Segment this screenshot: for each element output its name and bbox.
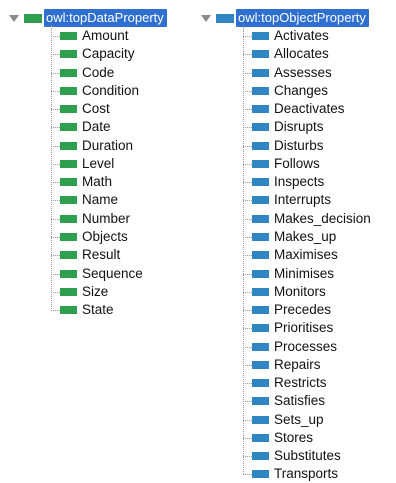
object-property-icon (252, 123, 269, 131)
tree-item[interactable] (60, 64, 114, 82)
tree-item[interactable] (252, 356, 321, 374)
tree-branch-line (243, 420, 252, 421)
tree-item[interactable] (60, 246, 120, 264)
tree-item-label: Date (82, 119, 111, 135)
tree-item[interactable] (252, 45, 329, 63)
tree-item[interactable] (252, 374, 327, 392)
tree-item[interactable] (252, 82, 328, 100)
tree-item[interactable] (252, 338, 337, 356)
tree-item-label: Deactivates (274, 101, 345, 117)
tree-branch-line (51, 310, 60, 311)
tree-item-label: Makes_decision (274, 210, 371, 226)
tree-item[interactable] (252, 64, 332, 82)
tree-item-label: Name (82, 192, 119, 208)
tree-item-label: Interrupts (274, 192, 332, 208)
tree-branch-line (51, 200, 60, 201)
tree-branch-line (243, 54, 252, 55)
tree-item[interactable] (60, 283, 108, 301)
object-property-icon (252, 105, 269, 113)
tree-item[interactable] (252, 319, 333, 337)
tree-branch-line (51, 219, 60, 220)
object-property-icon (252, 160, 269, 168)
data-property-icon (60, 123, 77, 131)
tree-item-label: Repairs (274, 356, 321, 372)
object-property-icon (252, 87, 269, 95)
tree-branch-line (51, 146, 60, 147)
tree-branch-line (243, 401, 252, 402)
tree-branch-line (243, 36, 252, 37)
tree-item-label: Allocates (274, 46, 329, 62)
tree-branch-line (51, 182, 60, 183)
collapse-triangle-icon[interactable] (200, 12, 212, 24)
tree-branch-line (51, 109, 60, 110)
tree-item[interactable] (252, 283, 326, 301)
tree-connector-line (51, 25, 52, 309)
tree-branch-line (51, 91, 60, 92)
tree-item[interactable] (252, 137, 324, 155)
tree-item-label: Precedes (274, 302, 332, 318)
tree-item[interactable] (252, 465, 338, 483)
tree-item-label: Amount (82, 28, 129, 43)
tree-branch-line (51, 54, 60, 55)
data-property-icon (60, 288, 77, 296)
tree-branch-line (51, 274, 60, 275)
data-property-icon (60, 196, 77, 204)
object-property-icon (252, 324, 269, 332)
tree-item-label: Transports (274, 466, 339, 482)
tree-item[interactable] (60, 118, 111, 136)
tree-item[interactable] (252, 301, 331, 319)
data-property-icon (24, 14, 42, 23)
data-property-root-row[interactable] (8, 9, 167, 27)
tree-item[interactable] (60, 265, 143, 283)
data-property-icon (60, 142, 77, 150)
data-property-icon (60, 160, 77, 168)
object-property-icon (252, 69, 269, 77)
tree-item[interactable] (60, 82, 139, 100)
object-property-icon (216, 14, 234, 23)
tree-branch-line (51, 36, 60, 37)
tree-item[interactable] (60, 137, 133, 155)
tree-branch-line (51, 164, 60, 165)
data-property-icon (60, 105, 77, 113)
tree-branch-line (51, 255, 60, 256)
object-property-icon (252, 343, 269, 351)
tree-branch-line (243, 292, 252, 293)
tree-item[interactable] (252, 447, 341, 465)
object-property-icon (252, 233, 269, 241)
tree-branch-line (51, 127, 60, 128)
tree-branch-line (243, 438, 252, 439)
tree-item-label: Objects (82, 228, 128, 244)
tree-item[interactable] (252, 155, 320, 173)
object-property-icon (252, 215, 269, 223)
tree-item-label: Code (82, 64, 115, 80)
tree-item[interactable] (60, 191, 118, 209)
tree-item-label: Number (82, 210, 131, 226)
tree-item-label: Result (82, 247, 121, 263)
data-property-icon (60, 251, 77, 259)
object-property-icon (252, 251, 269, 259)
object-property-icon (252, 379, 269, 387)
tree-branch-line (243, 383, 252, 384)
tree-branch-line (243, 456, 252, 457)
tree-item-label: Stores (274, 429, 314, 445)
tree-item-label: Minimises (274, 265, 335, 281)
object-property-icon (252, 142, 269, 150)
data-property-icon (60, 306, 77, 314)
tree-item[interactable] (252, 118, 324, 136)
tree-item[interactable] (252, 27, 329, 45)
tree-branch-line (243, 109, 252, 110)
tree-item[interactable] (60, 301, 114, 319)
tree-branch-line (243, 91, 252, 92)
tree-item-label: Disturbs (274, 137, 324, 153)
tree-item-label: Substitutes (274, 448, 341, 464)
tree-item[interactable] (252, 210, 371, 228)
tree-item-label: Processes (274, 338, 338, 354)
tree-item-label: Restricts (274, 375, 327, 391)
tree-item-label: Changes (274, 82, 329, 98)
tree-item[interactable] (252, 228, 336, 246)
tree-item-label: Maximises (274, 247, 338, 263)
tree-item[interactable] (252, 411, 324, 429)
tree-branch-line (51, 237, 60, 238)
tree-item-label: Math (82, 174, 113, 190)
tree-item[interactable] (252, 191, 331, 209)
tree-item-label: Makes_up (274, 228, 337, 244)
tree-item-label: Monitors (274, 283, 326, 299)
tree-branch-line (243, 73, 252, 74)
tree-item-label: Sets_up (274, 411, 324, 427)
tree-branch-line (243, 365, 252, 366)
tree-item-label: Duration (82, 137, 134, 153)
tree-item[interactable] (252, 392, 325, 410)
data-property-icon (60, 87, 77, 95)
object-property-icon (252, 50, 269, 58)
object-property-icon (252, 306, 269, 314)
tree-item-label: Cost (82, 101, 110, 117)
object-property-icon (252, 397, 269, 405)
tree-branch-line (243, 127, 252, 128)
tree-item[interactable] (60, 45, 135, 63)
object-property-icon (252, 452, 269, 460)
tree-item-label: Prioritises (274, 320, 334, 336)
tree-item[interactable] (252, 100, 345, 118)
data-property-icon (60, 233, 77, 241)
data-property-icon (60, 50, 77, 58)
tree-item-label: Condition (82, 82, 140, 98)
tree-item[interactable] (60, 155, 114, 173)
tree-item[interactable] (60, 27, 129, 45)
tree-item-label: Level (82, 155, 115, 171)
object-property-icon (252, 288, 269, 296)
data-property-icon (60, 178, 77, 186)
tree-item-label: Disrupts (274, 119, 324, 135)
tree-item-label: Sequence (82, 265, 143, 281)
tree-branch-line (243, 237, 252, 238)
tree-branch-line (51, 73, 60, 74)
data-property-root-label[interactable]: owl:topDataProperty (44, 9, 167, 27)
object-property-icon (252, 32, 269, 40)
data-property-icon (60, 270, 77, 278)
tree-item[interactable] (252, 265, 334, 283)
object-property-icon (252, 434, 269, 442)
tree-branch-line (243, 474, 252, 475)
tree-item-label: Inspects (274, 174, 325, 190)
tree-branch-line (243, 164, 252, 165)
tree-branch-line (243, 255, 252, 256)
tree-item[interactable] (60, 210, 130, 228)
tree-item-label: Follows (274, 155, 320, 171)
tree-item[interactable] (252, 246, 338, 264)
tree-item[interactable] (60, 228, 128, 246)
collapse-triangle-icon[interactable] (8, 12, 20, 24)
tree-item-label: Satisfies (274, 393, 326, 409)
object-property-icon (252, 470, 269, 478)
tree-item[interactable] (60, 173, 112, 191)
object-property-icon (252, 361, 269, 369)
tree-branch-line (243, 146, 252, 147)
tree-branch-line (243, 219, 252, 220)
tree-item-label: State (82, 302, 114, 318)
tree-item[interactable] (60, 100, 110, 118)
tree-item-label: Activates (274, 28, 329, 43)
tree-item-label: Capacity (82, 46, 135, 62)
tree-item-label: Size (82, 283, 109, 299)
tree-branch-line (243, 274, 252, 275)
tree-branch-line (243, 310, 252, 311)
tree-connector-line (243, 25, 244, 474)
data-property-icon (60, 69, 77, 77)
tree-item-label: Assesses (274, 64, 332, 80)
tree-branch-line (243, 328, 252, 329)
tree-branch-line (243, 182, 252, 183)
tree-item[interactable] (252, 429, 313, 447)
object-property-icon (252, 270, 269, 278)
data-property-icon (60, 32, 77, 40)
tree-branch-line (51, 292, 60, 293)
data-property-icon (60, 215, 77, 223)
object-property-icon (252, 178, 269, 186)
tree-branch-line (243, 347, 252, 348)
object-property-icon (252, 416, 269, 424)
object-property-icon (252, 196, 269, 204)
tree-branch-line (243, 200, 252, 201)
tree-item[interactable] (252, 173, 324, 191)
object-property-root-row[interactable] (200, 9, 369, 27)
object-property-root-label[interactable]: owl:topObjectProperty (236, 9, 369, 27)
